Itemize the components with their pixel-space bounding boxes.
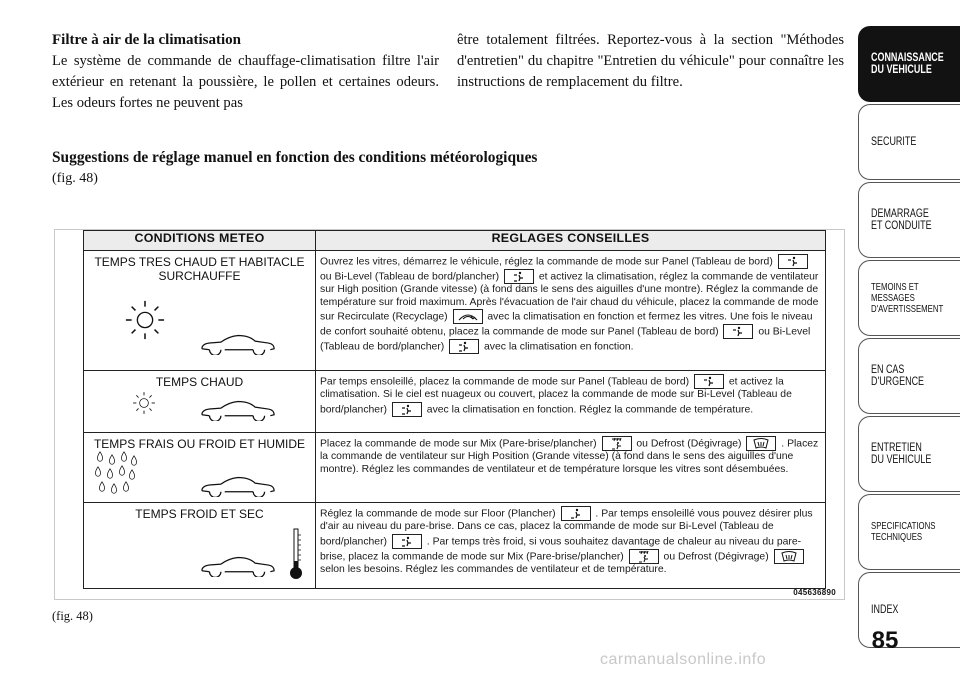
car-icon	[200, 399, 276, 421]
figure-code: 045636890	[793, 588, 836, 597]
condition-label: TEMPS FRAIS OU FROID ET HUMIDE	[93, 437, 306, 451]
advice-text: ou Defrost (Dégivrage)	[636, 438, 742, 450]
intro-col-left	[52, 30, 439, 114]
page-number: 85	[871, 627, 899, 654]
car-icon	[200, 333, 276, 355]
condition-label: TEMPS TRES CHAUD ET HABITACLE SURCHAUFFE	[94, 255, 305, 283]
advice-text: Par temps ensoleillé, placez la commande de mode sur Panel (Tableau de bord)	[320, 376, 690, 388]
intro-paragraph-2: être totalement filtrées. Reportez-vous à la section "Méthodes d'entretien" du chapitre "Entretien du véhicule" pour connaître les instructions de remplacement du filtre.	[457, 32, 844, 90]
bilevel-mode-icon	[392, 402, 422, 417]
recirculate-icon	[453, 309, 483, 324]
advice-text: Ouvrez les vitres, démarrez le véhicule, réglez la commande de mode sur Panel (Tableau de bord)	[320, 256, 773, 268]
intro-paragraph-1: Le système de commande de chauffage-climatisation filtre l'air extérieur en retenant la poussière, le pollen et certaines odeurs. Les odeurs fortes ne peuvent pas	[52, 53, 439, 111]
advice-text: et activez la climatisation. Si le ciel est nuageux ou couvert, placez la commande de mode sur Bi-Level (Tableau de bord/plancher)	[320, 376, 792, 415]
tab-label: DEMARRAGE ET CONDUITE	[871, 208, 932, 232]
advice-text: . Placez la commande de ventilateur sur High Position (Grande vitesse) (à fond dans le sens des aiguilles d'une montre). Réglez les commandes de ventilateur et de température lorsque les vitres sont désembuées.	[320, 438, 819, 475]
defrost-icon	[746, 436, 776, 451]
sun-icon	[124, 299, 166, 341]
car-icon	[200, 475, 276, 497]
panel-mode-icon	[694, 374, 724, 389]
advice-cell	[316, 251, 826, 371]
watermark: carmanualsonline.info	[600, 651, 767, 668]
tab-securite[interactable]	[858, 104, 960, 180]
advice-text: avec la climatisation en fonction.	[483, 341, 634, 353]
condition-cell	[84, 251, 316, 371]
raindrops-icon	[94, 451, 138, 500]
floor-mode-icon	[561, 506, 591, 521]
tab-entretien-du-vehicule[interactable]	[858, 416, 960, 492]
advice-cell	[316, 371, 826, 433]
car-icon	[200, 555, 276, 577]
condition-label: TEMPS FROID ET SEC	[135, 507, 264, 521]
tab-label: TEMOINS ET MESSAGES D'AVERTISSEMENT	[871, 281, 944, 315]
intro-col-right	[457, 30, 844, 114]
figure-reference: (fig. 48)	[52, 171, 98, 186]
suggestions-section	[52, 147, 832, 189]
tab-label: SECURITE	[871, 136, 917, 148]
bilevel-mode-icon	[449, 339, 479, 354]
suggestions-title: Suggestions de réglage manuel en fonction des conditions météorologiques	[52, 149, 538, 166]
table-row	[84, 503, 826, 589]
weather-settings-table	[83, 230, 826, 589]
table-row	[84, 433, 826, 503]
bilevel-mode-icon	[392, 534, 422, 549]
panel-mode-icon	[723, 324, 753, 339]
tab-temoins-et-messages[interactable]	[858, 260, 960, 336]
condition-cell	[84, 433, 316, 503]
advice-text: ou Bi-Level (Tableau de bord/plancher)	[320, 271, 500, 283]
figure-caption: (fig. 48)	[52, 609, 93, 623]
section-title: Filtre à air de la climatisation	[52, 32, 242, 48]
advice-text: . Par temps très froid, si vous souhaitez davantage de chaleur au niveau du pare-brise, placez la commande de mode sur Mix (Pare-brise/plancher)	[320, 535, 802, 562]
sun-icon	[132, 391, 156, 415]
mix-mode-icon	[629, 549, 659, 564]
table-row	[84, 251, 826, 371]
advice-text: avec la climatisation en fonction et fermez les vitres. Une fois le niveau de confort souhaité obtenu, placez la commande de mode sur Panel (Tableau de bord)	[320, 311, 813, 338]
table-header-row	[84, 231, 826, 251]
tab-label: ENTRETIEN DU VEHICULE	[871, 442, 932, 466]
table-row	[84, 371, 826, 433]
figure-48	[54, 229, 845, 600]
defrost-icon	[774, 549, 804, 564]
advice-text: avec la climatisation en fonction. Réglez la commande de température.	[426, 403, 754, 415]
advice-text: . Par temps ensoleillé vous pouvez désirer plus d'air au niveau du pare-brise. Dans ce cas, placez la commande de mode sur Bi-Level (Tableau de bord/plancher)	[320, 508, 813, 547]
thermometer-icon	[289, 527, 303, 581]
tab-specifications-techniques[interactable]	[858, 494, 960, 570]
mix-mode-icon	[602, 436, 632, 451]
advice-text: selon les besoins. Réglez les commandes de ventilateur et de température.	[320, 563, 667, 575]
tab-connaissance-du-vehicule[interactable]	[858, 26, 960, 102]
advice-text: Réglez la commande de mode sur Floor (Plancher)	[320, 508, 556, 520]
advice-cell	[316, 433, 826, 503]
condition-cell	[84, 503, 316, 589]
panel-mode-icon	[778, 254, 808, 269]
condition-label: TEMPS CHAUD	[155, 375, 244, 389]
tab-label: EN CAS D'URGENCE	[871, 364, 925, 388]
tab-label: SPECIFICATIONS TECHNIQUES	[871, 521, 936, 543]
advice-text: Placez la commande de mode sur Mix (Pare-brise/plancher)	[320, 438, 597, 450]
header-conditions: CONDITIONS METEO	[84, 231, 316, 251]
advice-text: ou Defrost (Dégivrage)	[663, 550, 769, 562]
tab-demarrage-et-conduite[interactable]	[858, 182, 960, 258]
advice-text: et activez la climatisation, réglez la commande de ventilateur sur High position (Grande vitesse) (à fond dans le sens des aiguilles d'une montre). Réglez la commande de température sur froid maximum. Après l'évacuation de l'air chaud du véhicule, placez la commande de mode sur Recirculate (Recyclage)	[320, 271, 819, 323]
header-settings: REGLAGES CONSEILLES	[316, 231, 826, 251]
intro-section	[52, 30, 844, 114]
bilevel-mode-icon	[504, 269, 534, 284]
tab-label: CONNAISSANCE DU VEHICULE	[871, 52, 944, 76]
tab-label: INDEX	[871, 604, 899, 616]
condition-cell	[84, 371, 316, 433]
tab-en-cas-d-urgence[interactable]	[858, 338, 960, 414]
advice-text: ou Bi-Level (Tableau de bord/plancher)	[320, 326, 811, 353]
advice-cell	[316, 503, 826, 589]
